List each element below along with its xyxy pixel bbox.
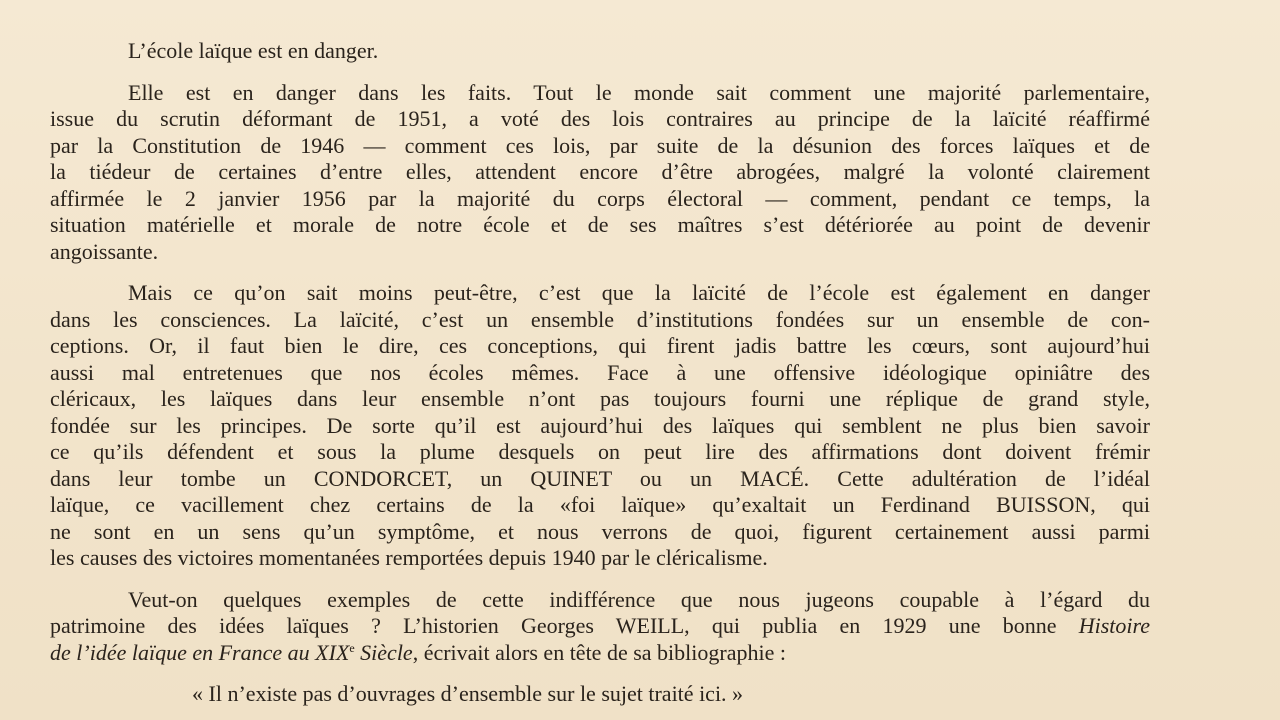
text-line: cléricaux, les laïques dans leur ensemble n’ont pas toujours fourni une réplique de grand style,: [50, 386, 1150, 411]
text-line: dans les consciences. La laïcité, c’est un ensemble d’institutions fondées sur un ensemble de con-: [50, 306, 1150, 332]
paragraph-gap: [50, 265, 1150, 280]
text-line: issue du scrutin déformant de 1951, a voté des lois contraires au principe de la laïcité réaffirmé: [50, 106, 1150, 131]
text-line: ce qu’ils défendent et sous la plume desquels on peut lire des affirmations dont doivent frémir: [50, 439, 1150, 464]
text-line: fondée sur les principes. De sorte qu’il est aujourd’hui des laïques qui semblent ne plus bien savoir: [50, 412, 1150, 438]
text-line: la tiédeur de certaines d’entre elles, attendent encore d’être abrogées, malgré la volonté clairement: [50, 159, 1150, 184]
text-line: [50, 613, 1150, 640]
paragraph-gap: [50, 572, 1150, 587]
paragraph-gap: [50, 666, 1150, 681]
paragraph-2: [50, 280, 1150, 572]
text-line: dans leur tombe un CONDORCET, un QUINET ou un MACÉ. Cette adultération de l’idéal: [50, 465, 1150, 491]
text-line: affirmée le 2 janvier 1956 par la majorité du corps électoral — comment, pendant ce temps, la: [50, 185, 1150, 211]
text-line: aussi mal entretenues que nos écoles mêmes. Face à une offensive idéologique opiniâtre des: [50, 359, 1150, 385]
text-segment: , écrivait alors en tête de sa bibliographie :: [412, 639, 786, 665]
text-line: Elle est en danger dans les faits. Tout le monde sait comment une majorité parlementaire,: [128, 79, 1150, 105]
text-line: situation matérielle et morale de notre école et de ses maîtres s’est détériorée au point de devenir: [50, 212, 1150, 237]
paragraph-gap: [50, 65, 1150, 80]
paragraph-1: [50, 80, 1150, 266]
book-title-part: Siècle: [354, 639, 413, 665]
text-line: Veut-on quelques exemples de cette indifférence que nous jugeons coupable à l’égard du: [128, 586, 1150, 612]
text-line: les causes des victoires momentanées remportées depuis 1940 par le cléricalisme.: [50, 545, 768, 570]
text-line: Mais ce qu’on sait moins peut-être, c’est que la laïcité de l’école est également en danger: [128, 280, 1150, 305]
text-line: [50, 640, 1150, 667]
text-segment: patrimoine des idées laïques ? L’historien Georges WEILL, qui publia en 1929 une bonne: [50, 613, 1079, 638]
opening-sentence: L’école laïque est en danger.: [128, 38, 379, 63]
text-line: ceptions. Or, il faut bien le dire, ces conceptions, qui firent jadis battre les cœurs, sont aujourd’hui: [50, 333, 1150, 358]
book-title-part: de l’idée laïque en France au XIX: [50, 639, 350, 665]
text-line: laïque, ce vacillement chez certains de la «foi laïque» qu’exaltait un Ferdinand BUISSON, qui: [50, 492, 1150, 517]
text-line: angoissante.: [50, 238, 159, 264]
text-line: par la Constitution de 1946 — comment ces lois, par suite de la désunion des forces laïques et de: [50, 132, 1150, 158]
quotation: « Il n’existe pas d’ouvrages d’ensemble sur le sujet traité ici. »: [192, 681, 744, 706]
text-line: ne sont en un sens qu’un symptôme, et nous verrons de quoi, figurent certainement aussi parmi: [50, 518, 1150, 544]
superscript: e: [349, 640, 355, 655]
book-title-part: Histoire: [1078, 613, 1150, 638]
paragraph-3: [50, 587, 1150, 667]
document-body: [50, 38, 1150, 708]
